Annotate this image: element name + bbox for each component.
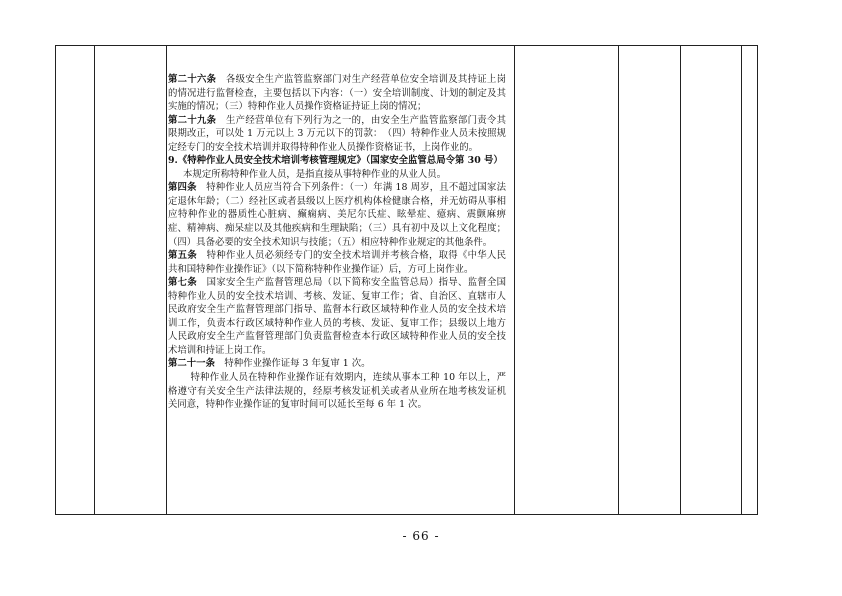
table-frame: [55, 45, 758, 515]
column-divider: [680, 46, 681, 514]
closing-paragraph: 特种作业人员在特种作业操作证有效期内，连续从事本工种 10 年以上，严格遵守有关安全生产法律法规的，经原考核发证机关或者从业所在地考核发证机关同意，特种作业操作证的复审时间可以延长至每 6 年 1 次。: [168, 372, 506, 411]
article-number: 第二十九条: [168, 114, 217, 126]
paragraph: [168, 181, 506, 249]
article-text: 特种作业人员应当符合下列条件：（一）年满 18 周岁，且不超过国家法定退休年龄；（二）经社区或者县级以上医疗机构体检健康合格，并无妨碍从事相应特种作业的器质性心脏病、癫痫病、美尼尔氏症、眩晕症、癔病、震颤麻痹症、精神病、痴呆症以及其他疾病和生理缺陷；（三）具有初中及以上文化程度；（四）具备必要的安全技术知识与技能；（五）相应特种作业规定的其他条件。: [168, 182, 506, 248]
intro-paragraph: 本规定所称特种作业人员，是指直接从事特种作业的从业人员。: [183, 168, 447, 180]
table-cell-content: [168, 73, 506, 412]
article-text: 生产经营单位有下列行为之一的，由安全生产监管监察部门责令其限期改正，可以处 1 万元以上 3 万元以下的罚款： （四）特种作业人员未按照规定经专门的安全技术培训并取得特种作业人员操作资格证书，上岗作业的。: [168, 114, 506, 153]
section-title: 9.《特种作业人员安全技术培训考核管理规定》（国家安全监管总局令第 30 号）: [168, 155, 503, 167]
article-text: 特种作业操作证每 3 年复审 1 次。: [224, 358, 371, 370]
article-number: 第五条: [168, 250, 197, 262]
article-text: 特种作业人员必须经专门的安全技术培训并考核合格，取得《中华人民共和国特种作业操作证》（以下简称特种作业操作证）后，方可上岗作业。: [168, 250, 506, 275]
article-text: 各级安全生产监管监察部门对生产经营单位安全培训及其持证上岗的情况进行监督检查，主要包括以下内容：（一）安全培训制度、计划的制定及其实施的情况；（三）特种作业人员操作资格证持证上岗的情况；: [168, 74, 506, 113]
paragraph: [168, 249, 506, 276]
article-number: 第二十一条: [168, 358, 215, 370]
article-number: 第七条: [168, 277, 197, 289]
column-divider: [741, 46, 742, 514]
paragraph: [168, 73, 506, 114]
article-number: 第二十六条: [168, 74, 217, 85]
article-number: 第四条: [168, 182, 197, 194]
column-divider: [94, 46, 95, 514]
paragraph: [168, 357, 506, 371]
paragraph: [168, 276, 506, 357]
column-divider: [618, 46, 619, 514]
article-text: 国家安全生产监督管理总局（以下简称安全监管总局）指导、监督全国特种作业人员的安全技术培训、考核、发证、复审工作；省、自治区、直辖市人民政府安全生产监督管理部门指导、监督本行政区域特种作业人员的安全技术培训工作，负责本行政区域特种作业人员的考核、发证、复审工作；县级以上地方人民政府安全生产监督管理部门负责监督检查本行政区域特种作业人员的安全技术培训和持证上岗工作。: [168, 277, 506, 356]
page-number: - 66 -: [402, 529, 440, 543]
column-divider: [166, 46, 167, 514]
paragraph: [168, 114, 506, 155]
column-divider: [514, 46, 515, 514]
